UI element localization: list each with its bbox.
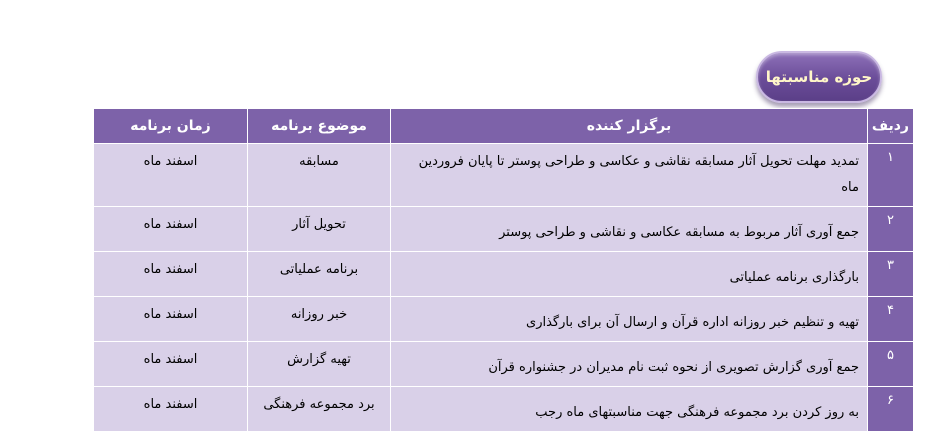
- table-header-row: [94, 109, 914, 144]
- header-time: زمان برنامه: [94, 109, 248, 144]
- row-topic: تحویل آثار: [248, 207, 391, 252]
- row-index: ۳: [868, 252, 914, 297]
- header-organizer: برگزار کننده: [391, 109, 868, 144]
- row-index: ۵: [868, 342, 914, 387]
- row-topic: خبر روزانه: [248, 297, 391, 342]
- row-organizer-text: تهیه و تنظیم خبر روزانه اداره قرآن و ارسال آن برای بارگذاری: [526, 315, 859, 330]
- section-title: حوزه مناسبتها: [765, 68, 873, 86]
- row-time: اسفند ماه: [94, 387, 248, 432]
- section-title-badge: [756, 51, 882, 103]
- row-organizer: [391, 144, 868, 207]
- row-index: ۲: [868, 207, 914, 252]
- table-row: [94, 387, 914, 432]
- program-table: [93, 108, 914, 432]
- row-organizer: [391, 207, 868, 252]
- row-index: ۶: [868, 387, 914, 432]
- header-index: ردیف: [868, 109, 914, 144]
- header-topic: موضوع برنامه: [248, 109, 391, 144]
- table-row: [94, 342, 914, 387]
- row-time: اسفند ماه: [94, 297, 248, 342]
- row-index: ۱: [868, 144, 914, 207]
- row-topic: برد مجموعه فرهنگی: [248, 387, 391, 432]
- row-index: ۴: [868, 297, 914, 342]
- table-row: [94, 207, 914, 252]
- row-organizer: [391, 252, 868, 297]
- row-time: اسفند ماه: [94, 207, 248, 252]
- row-time: اسفند ماه: [94, 252, 248, 297]
- table-row: [94, 144, 914, 207]
- row-organizer-text: جمع آوری گزارش تصویری از نحوه ثبت نام مدیران در جشنواره قرآن: [488, 360, 859, 375]
- row-organizer: [391, 342, 868, 387]
- table-row: [94, 252, 914, 297]
- row-organizer-text: جمع آوری آثار مربوط به مسابقه عکاسی و نقاشی و طراحی پوستر: [499, 225, 859, 240]
- row-organizer-text: به روز کردن برد مجموعه فرهنگی جهت مناسبتهای ماه رجب: [535, 405, 859, 420]
- row-topic: تهیه گزارش: [248, 342, 391, 387]
- row-organizer: [391, 297, 868, 342]
- row-time: اسفند ماه: [94, 144, 248, 207]
- row-topic: برنامه عملیاتی: [248, 252, 391, 297]
- row-time: اسفند ماه: [94, 342, 248, 387]
- table-row: [94, 297, 914, 342]
- row-organizer: [391, 387, 868, 432]
- row-organizer-text: بارگذاری برنامه عملیاتی: [729, 270, 859, 285]
- row-topic: مسابقه: [248, 144, 391, 207]
- row-organizer-text: تمدید مهلت تحویل آثار مسابقه نقاشی و عکاسی و طراحی پوستر تا پایان فروردین ماه: [418, 154, 859, 195]
